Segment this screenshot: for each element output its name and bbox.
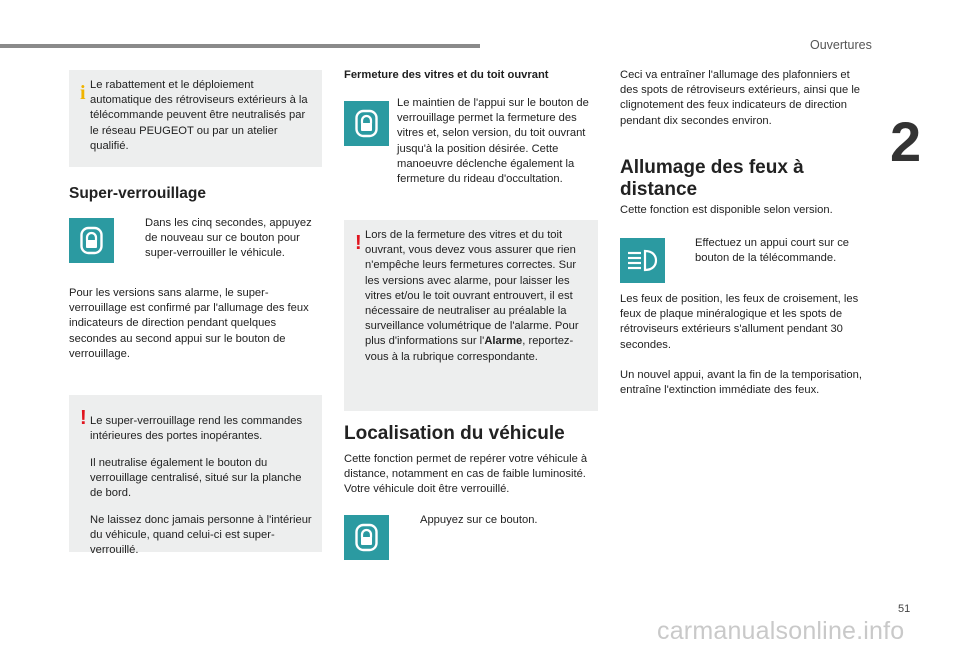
warning-line: Le super-verrouillage rend les commandes intérieures des portes inopérantes. [90,415,303,443]
headlight-button-icon [620,238,665,283]
ceci-paragraph: Ceci va entraîner l'allumage des plafonniers et des spots de rétroviseurs extérieurs, ainsi que le clignotement des feux indicateurs de direction pendant dix secondes environ. [620,69,861,127]
super-verrouillage-heading: Super-verrouillage [69,185,206,202]
lock-icon [69,218,114,263]
lock-button-icon-3 [344,515,389,560]
warning-mark-icon: ! [355,232,362,254]
warning-note-super-verrouillage [69,395,322,556]
fermeture-text: Le maintien de l'appui sur le bouton de verrouillage permet la fermeture des vitres et, selon version, du toit ouvrant jusqu'à la position désirée. Cette manoeuvre déclenche également la fermeture du rideau d'occultation. [397,97,589,186]
warning-text-part: , reportez-vous à la rubrique correspondante. [365,335,574,363]
lock-button-icon-2 [344,101,389,146]
bullet-text: Effectuez un appui court sur ce bouton de la télécommande. [695,237,850,265]
warning-line: Il neutralise également le bouton du verrouillage centralisé, situé sur la planche de bord. [90,456,302,500]
info-note [69,70,322,167]
warning-note-fermeture [344,220,598,411]
localisation-paragraph: Cette fonction permet de repérer votre véhicule à distance, notamment en cas de faible luminosité. Votre véhicule doit être verrouillé. [344,453,588,496]
header-bar [0,44,480,48]
lock-icon [344,515,389,560]
feux-paragraph: Les feux de position, les feux de croisement, les feux de plaque minéralogique et les spots de rétroviseurs extérieurs s'allument pendant 30 secondes. [620,293,859,351]
page-number: 51 [898,603,911,615]
nouvel-appui-paragraph: Un nouvel appui, avant la fin de la temporisation, entraîne l'extinction immédiate des feux. [620,369,862,397]
fermeture-subheading: Fermeture des vitres et du toit ouvrant [344,69,549,81]
bullet-text: Appuyez sur ce bouton. [420,514,538,526]
warning-line: Ne laissez donc jamais personne à l'intérieur du véhicule, quand celui-ci est super-verrouillé. [90,513,312,556]
warning-note-text [365,228,590,365]
headlight-icon [620,238,665,283]
watermark: carmanualsonline.info [657,617,905,645]
allumage-heading: Allumage des feux à distance [620,157,804,200]
super-verrouillage-paragraph: Pour les versions sans alarme, le super-verrouillage est confirmé par l'allumage des feux indicateurs de direction pendant quelques secondes au second appui sur le bouton de verrouillage. [69,287,309,360]
localisation-heading: Localisation du véhicule [344,423,565,444]
info-mark-icon: i [80,82,86,104]
warning-mark-icon: ! [80,407,87,429]
lock-button-icon-1 [69,218,114,263]
warning-note-text [90,403,314,569]
chapter-number: 2 [890,110,922,173]
section-title: Ouvertures [810,38,872,52]
info-note-text: Le rabattement et le déploiement automatique des rétroviseurs extérieurs à la télécommande peuvent être neutralisés par le réseau PEUGEOT ou par un atelier qualifié. [90,79,308,152]
lock-icon [344,101,389,146]
availability-text: Cette fonction est disponible selon version. [620,204,833,216]
alarme-link-text: Alarme [484,335,523,348]
bullet-text: Dans les cinq secondes, appuyez de nouveau sur ce bouton pour super-verrouiller le véhicule. [145,217,312,260]
warning-text-part: Lors de la fermeture des vitres et du toit ouvrant, vous devez vous assurer que rien n'empêche leurs fermetures correctes. Sur les versions avec alarme, pour laisser les vitres et/ou le toit ouvrant entrouvert, il est nécessaire de neutraliser au préalable la surveillance volumétrique de l'alarme. Pour plus d'informations sur l' [365,229,579,348]
